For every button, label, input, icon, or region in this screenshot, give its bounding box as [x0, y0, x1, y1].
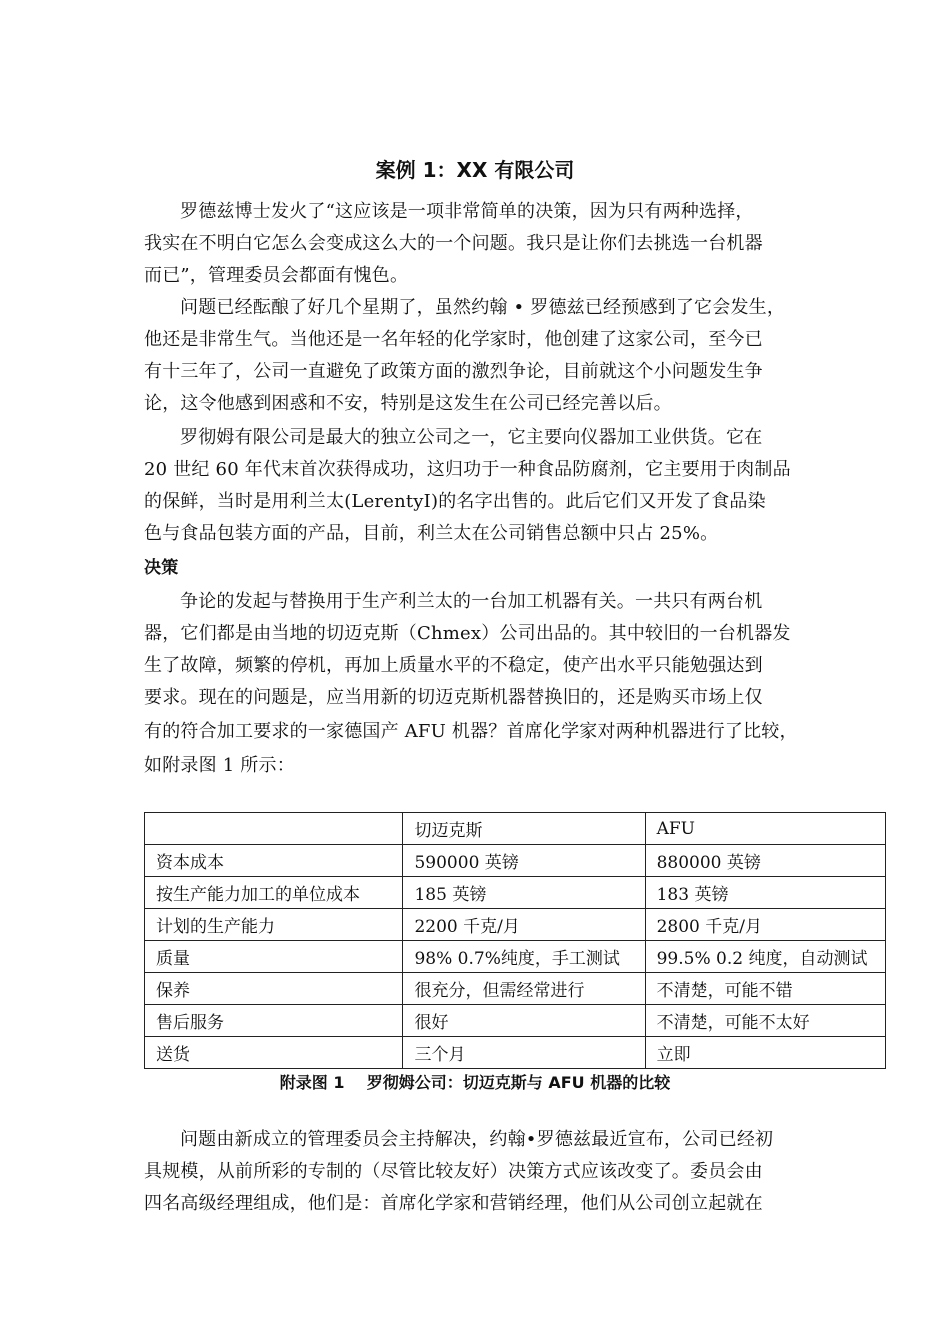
paragraph-4-line: 如附录图 1 所示： — [144, 755, 295, 776]
table-cell: 立即 — [645, 1037, 885, 1069]
table-cell: 三个月 — [403, 1037, 645, 1069]
table-cell: 590000 英镑 — [403, 845, 645, 877]
paragraph-5-line: 具规模，从前所彩的专制的（尽管比较友好）决策方式应该改变了。委员会由 — [144, 1161, 763, 1182]
table-cell: 2800 千克/月 — [645, 909, 885, 941]
paragraph-1-line: 而已”，管理委员会都面有愧色。 — [144, 265, 409, 286]
table-cell: 售后服务 — [145, 1005, 403, 1037]
table-row — [145, 877, 886, 909]
table-header-cell: 切迈克斯 — [403, 813, 645, 845]
table-cell: 很充分，但需经常进行 — [403, 973, 645, 1005]
paragraph-1-line: 罗德兹博士发火了“这应该是一项非常简单的决策，因为只有两种选择， — [180, 201, 754, 222]
table-cell: 按生产能力加工的单位成本 — [145, 877, 403, 909]
paragraph-5-line: 问题由新成立的管理委员会主持解决，约翰•罗德兹最近宣布，公司已经初 — [180, 1129, 774, 1150]
paragraph-4-line: 有的符合加工要求的一家德国产 AFU 机器？首席化学家对两种机器进行了比较， — [144, 721, 798, 742]
table-cell: 183 英镑 — [645, 877, 885, 909]
table-row — [145, 941, 886, 973]
table-header-row — [145, 813, 886, 845]
paragraph-3-line: 色与食品包装方面的产品，目前，利兰太在公司销售总额中只占 25%。 — [144, 523, 719, 544]
table-cell: 计划的生产能力 — [145, 909, 403, 941]
table-row — [145, 845, 886, 877]
table-cell: 185 英镑 — [403, 877, 645, 909]
table-row — [145, 973, 886, 1005]
table-cell: 99.5% 0.2 纯度，自动测试 — [645, 941, 885, 973]
paragraph-3-line: 20 世纪 60 年代末首次获得成功，这归功于一种食品防腐剂，它主要用于肉制品 — [144, 459, 791, 480]
table-cell: 资本成本 — [145, 845, 403, 877]
paragraph-4-line: 要求。现在的问题是，应当用新的切迈克斯机器替换旧的，还是购买市场上仅 — [144, 687, 763, 708]
table-caption: 附录图 1 罗彻姆公司：切迈克斯与 AFU 机器的比较 — [279, 1073, 671, 1092]
table-cell: 2200 千克/月 — [403, 909, 645, 941]
table-cell: 98% 0.7%纯度，手工测试 — [403, 941, 645, 973]
table-row — [145, 1005, 886, 1037]
paragraph-4-line: 争论的发起与替换用于生产利兰太的一台加工机器有关。一共只有两台机 — [180, 591, 763, 612]
table-cell: 保养 — [145, 973, 403, 1005]
table-cell: 不清楚，可能不错 — [645, 973, 885, 1005]
page-title: 案例 1：XX 有限公司 — [375, 158, 575, 182]
table-header-cell: AFU — [645, 813, 885, 845]
table-cell: 质量 — [145, 941, 403, 973]
table-cell: 880000 英镑 — [645, 845, 885, 877]
paragraph-2-line: 问题已经酝酿了好几个星期了，虽然约翰 • 罗德兹已经预感到了它会发生， — [180, 297, 786, 318]
paragraph-4-line: 生了故障，频繁的停机，再加上质量水平的不稳定，使产出水平只能勉强达到 — [144, 655, 763, 676]
paragraph-1-line: 我实在不明白它怎么会变成这么大的一个问题。我只是让你们去挑选一台机器 — [144, 233, 763, 254]
table-row — [145, 1037, 886, 1069]
paragraph-5-line: 四名高级经理组成，他们是：首席化学家和营销经理，他们从公司创立起就在 — [144, 1193, 763, 1214]
table-cell: 送货 — [145, 1037, 403, 1069]
table-row — [145, 909, 886, 941]
table-header-cell — [145, 813, 403, 845]
comparison-table — [144, 812, 886, 1069]
paragraph-2-line: 他还是非常生气。当他还是一名年轻的化学家时，他创建了这家公司，至今已 — [144, 329, 763, 350]
table-cell: 不清楚，可能不太好 — [645, 1005, 885, 1037]
section-heading: 决策 — [144, 558, 179, 578]
paragraph-2-line: 论，这令他感到困惑和不安，特别是这发生在公司已经完善以后。 — [144, 393, 672, 414]
paragraph-2-line: 有十三年了，公司一直避免了政策方面的激烈争论，目前就这个小问题发生争 — [144, 361, 763, 382]
table-cell: 很好 — [403, 1005, 645, 1037]
paragraph-3-line: 的保鲜，当时是用利兰太(LerentyI)的名字出售的。此后它们又开发了食品染 — [144, 491, 766, 512]
paragraph-3-line: 罗彻姆有限公司是最大的独立公司之一，它主要向仪器加工业供货。它在 — [180, 427, 763, 448]
paragraph-4-line: 器，它们都是由当地的切迈克斯（Chmex）公司出品的。其中较旧的一台机器发 — [144, 623, 791, 644]
